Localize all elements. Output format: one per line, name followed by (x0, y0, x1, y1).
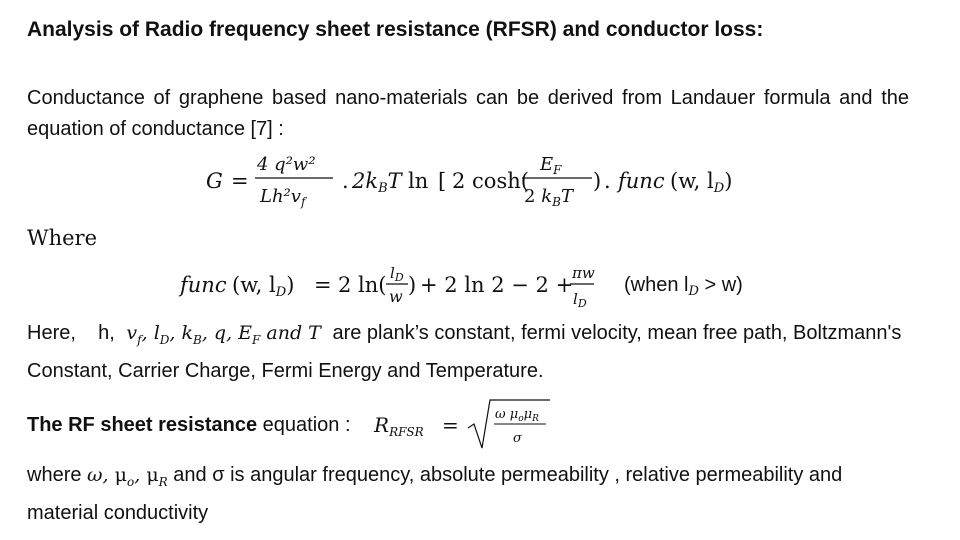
svg-text:2 cosh(: 2 cosh( (452, 169, 529, 193)
svg-text:+ 2 ln 2 − 2 +: + 2 ln 2 − 2 + (420, 273, 574, 297)
svg-text:w: w (389, 287, 403, 306)
svg-text:): ) (408, 273, 417, 297)
where-label: Where (27, 226, 98, 250)
svg-text:): ) (593, 169, 602, 193)
svg-text:ln: ln (408, 169, 429, 193)
para2-lead: Here, (27, 322, 76, 344)
svg-text:lD: $l_D$ (390, 264, 404, 284)
intro-paragraph: Conductance of graphene based nano-materials can be derived from Landauer formula and the equation of conductance [7] : (27, 87, 909, 140)
svg-text:EF: $E_F$ (540, 154, 562, 177)
slide-title: Analysis of Radio frequency sheet resistance (RFSR) and conductor loss: (27, 18, 764, 41)
svg-text:(w, lD): (w, lD) (670, 169, 733, 196)
rf-label-rest: equation : (257, 414, 351, 436)
svg-text:2 ln(: 2 ln( (338, 273, 387, 297)
omega-mu-symbols: ω, $\mu_o$, $\mu_R$ (87, 464, 168, 489)
svg-text:=: = (442, 413, 459, 437)
para3-lead: where (27, 464, 82, 486)
svg-text:[: [ (438, 169, 447, 193)
rf-bold-label: The RF sheet resistance (27, 414, 258, 436)
svg-text:.: . (342, 169, 349, 193)
para3-rest: and σ is angular frequency, absolute permeability , relative permeability and material conductivity (27, 464, 843, 524)
when-note-text: (when l (624, 274, 689, 296)
when-note: (when $l_D > w$) (624, 274, 743, 299)
symbols-paragraph (27, 318, 911, 387)
svg-text:2kBT: 2kBT (352, 169, 402, 196)
rf-equation-label (27, 410, 351, 441)
svg-text:Lh²vf: $Lh^2v_f$ (260, 186, 306, 209)
svg-text:.: . (604, 169, 611, 193)
svg-text:RRFSR: $R_{RFSR}$ (374, 413, 424, 439)
svg-text:(w, lD): (w, lD) (232, 273, 295, 300)
svg-text:2 kBT: 2 $k_BT$ (524, 186, 573, 209)
when-note-tail: > w) (698, 274, 743, 296)
svg-text:πw: πw (572, 264, 595, 282)
definitions-paragraph (27, 460, 913, 529)
svg-text:=: = (231, 169, 249, 193)
svg-text:func: func (618, 169, 665, 193)
svg-text:ω μoμR: ω $\mu_o\mu_R$ (495, 407, 539, 424)
svg-text:4 q²w²: 4 q²w² (257, 154, 316, 175)
para2-h: h, (98, 322, 115, 344)
symbols-math: $v_f$, $l_D$, $k_B$, q, $E_F$ and T (120, 322, 327, 347)
rfsr-equation (370, 396, 570, 454)
svg-text:σ: σ (513, 431, 522, 446)
func-equation (176, 258, 596, 314)
svg-text:lD: $l_D$ (573, 290, 587, 310)
svg-text:G: G (206, 169, 223, 193)
svg-text:=: = (314, 273, 332, 297)
svg-text:func: func (180, 273, 227, 297)
para2-rest: are plank’s constant, fermi velocity, mean free path, Boltzmann's Constant, Carrier Charge, Fermi Energy and Temperature. (27, 322, 902, 382)
conductance-equation (200, 148, 760, 210)
